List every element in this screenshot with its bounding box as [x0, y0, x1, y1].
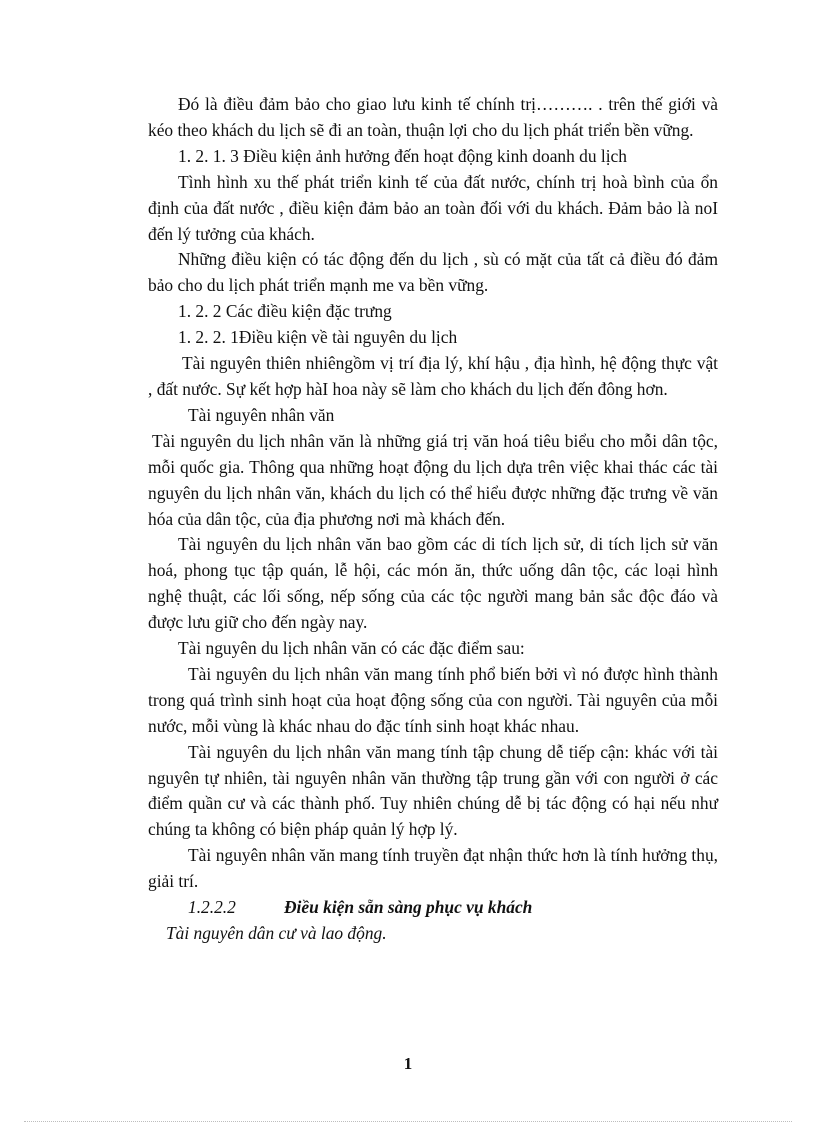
paragraph: Tài nguyên du lịch nhân văn mang tính phổ biến bởi vì nó được hình thành trong quá trình sinh hoạt của hoạt động sống của con người. Tài nguyên của mỗi nước, mỗi vùng là khác nhau do đặc tính sinh hoạt khác nhau. — [148, 663, 718, 736]
paragraph: Tài nguyên thiên nhiêngồm vị trí địa lý, khí hậu , địa hình, hệ động thực vật , đất nước. Sự kết hợp hàI hoa này sẽ làm cho khách du lịch đến đông hơn. — [148, 353, 718, 399]
section-heading-number: 1.2.2.2 — [188, 897, 236, 918]
paragraph: Tình hình xu thế phát triển kinh tế của đất nước, chính trị hoà bình của ổn định của đất nước , điều kiện đảm bảo an toàn đối với du khách. Đảm bảo là noI đến lý tưởng của khách. — [148, 171, 718, 244]
paragraph: Tài nguyên du lịch nhân văn là những giá trị văn hoá tiêu biểu cho mỗi dân tộc, mỗi quốc gia. Thông qua những hoạt động du lịch dựa trên việc khai thác các tài nguyên du lịch nhân văn, khách du lịch có thể hiểu được những đặc trưng về văn hóa của dân tộc, của địa phương nơi mà khách đến. — [148, 430, 718, 529]
section-heading — [148, 895, 718, 921]
page-bottom-divider — [24, 1121, 792, 1122]
paragraph: Tài nguyên du lịch nhân văn bao gồm các di tích lịch sử, di tích lịch sử văn hoá, phong tục tập quán, lễ hội, các món ăn, thức uống dân tộc, các loại hình nghệ thuật, các lối sống, nếp sống của các tộc người mang bản sắc độc đáo và được lưu giữ cho đến ngày nay. — [148, 534, 718, 633]
paragraph: Đó là điều đảm bảo cho giao lưu kinh tế chính trị………. . trên thế giới và kéo theo khách du lịch sẽ đi an toàn, thuận lợi cho du lịch phát triển bền vững. — [148, 94, 718, 140]
paragraph: Tài nguyên du lịch nhân văn mang tính tập chung dễ tiếp cận: khác với tài nguyên tự nhiên, tài nguyên nhân văn thường tập trung gần với con người ở các điểm quần cư và các thành phố. Tuy nhiên chúng dễ bị tác động có hại nếu như chúng ta không có biện pháp quản lý hợp lý. — [148, 741, 718, 840]
subsection-heading: 1. 2. 2 Các điều kiện đặc trưng — [178, 301, 392, 322]
subsection-heading: 1. 2. 1. 3 Điều kiện ảnh hưởng đến hoạt động kinh doanh du lịch — [178, 145, 627, 166]
subsection-heading: 1. 2. 2. 1Điều kiện về tài nguyên du lịch — [178, 327, 458, 348]
section-heading-title: Điều kiện sẵn sàng phục vụ khách — [284, 897, 533, 918]
paragraph: Tài nguyên nhân văn mang tính truyền đạt nhận thức hơn là tính hưởng thụ, giải trí. — [148, 845, 718, 892]
paragraph: Những điều kiện có tác động đến du lịch , sù có mặt của tất cả điều đó đảm bảo cho du lịch phát triển mạnh me va bền vững. — [148, 249, 718, 296]
topic-label: Tài nguyên nhân văn — [188, 404, 335, 425]
document-body — [148, 92, 718, 947]
paragraph: Tài nguyên du lịch nhân văn có các đặc điểm sau: — [178, 638, 525, 659]
page-number: 1 — [403, 1054, 413, 1073]
italic-subheading: Tài nguyên dân cư và lao động. — [166, 923, 387, 943]
